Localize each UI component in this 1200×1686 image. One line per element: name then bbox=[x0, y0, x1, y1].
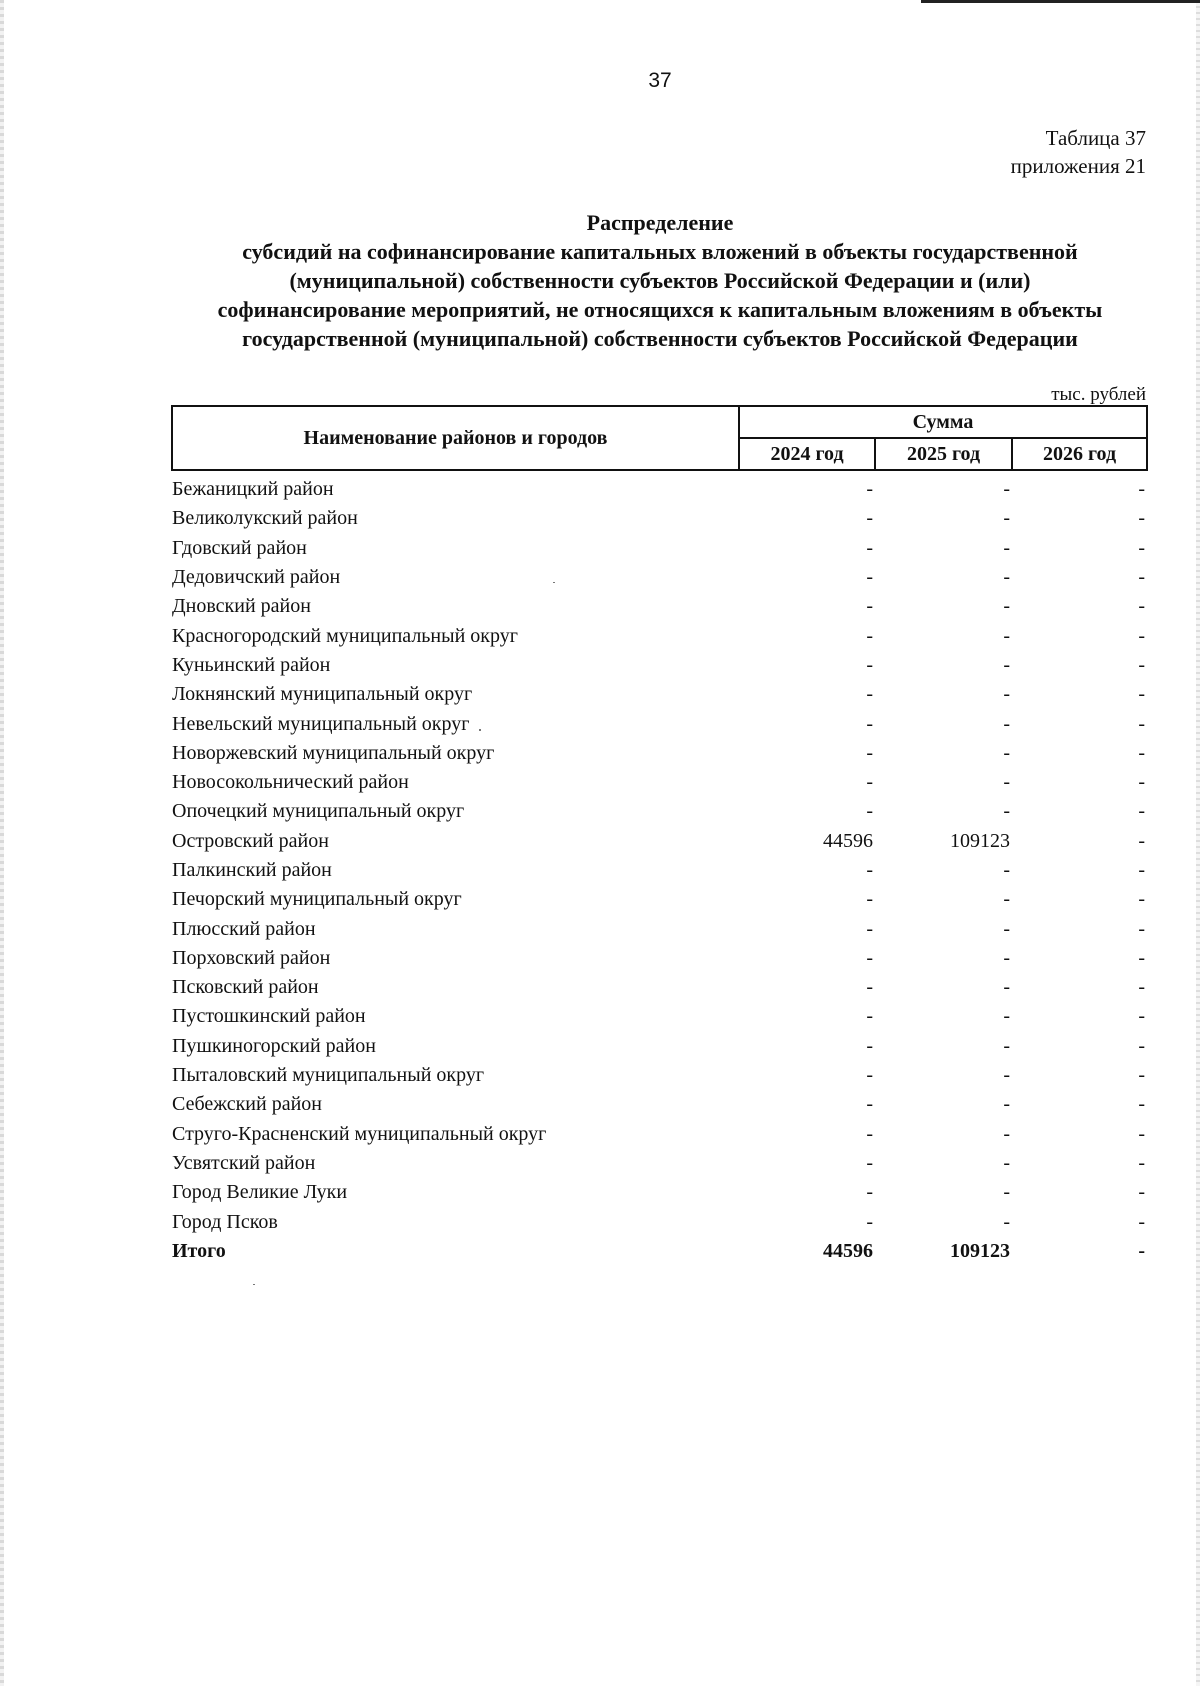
table-row bbox=[172, 621, 1147, 650]
value-2026: - bbox=[1138, 566, 1146, 589]
table-row bbox=[172, 1120, 1147, 1149]
value-2025: - bbox=[1003, 478, 1010, 501]
header-year-2024: 2024 год bbox=[739, 438, 875, 470]
value-2025: - bbox=[1003, 946, 1010, 969]
value-2024: - bbox=[866, 888, 873, 911]
value-2024: - bbox=[866, 478, 873, 501]
value-2026: - bbox=[1138, 683, 1146, 706]
value-2024: - bbox=[866, 771, 873, 794]
district-name: Новосокольнический район bbox=[172, 771, 409, 794]
value-2024: - bbox=[866, 1122, 873, 1145]
value-2026: - bbox=[1138, 712, 1146, 735]
value-2025: - bbox=[1003, 566, 1010, 589]
scan-edge-left bbox=[0, 0, 4, 1686]
title-line-5: государственной (муниципальной) собственности субъектов Российской Федерации bbox=[242, 326, 1078, 351]
value-2025: - bbox=[1003, 976, 1010, 999]
district-name: Куньинский район bbox=[172, 653, 331, 676]
district-name: Великолукский район bbox=[172, 507, 358, 530]
value-2024: - bbox=[866, 976, 873, 999]
value-2024: 44596 bbox=[823, 829, 873, 852]
district-name: Порховский район bbox=[172, 946, 331, 969]
value-2024: - bbox=[866, 712, 873, 735]
value-2025: - bbox=[1003, 1064, 1010, 1087]
value-2025: 109123 bbox=[950, 829, 1010, 852]
header-year-2025: 2025 год bbox=[875, 438, 1012, 470]
value-2026: - bbox=[1138, 1210, 1146, 1233]
value-2026: - bbox=[1138, 624, 1146, 647]
table-row bbox=[172, 563, 1147, 592]
table-row bbox=[172, 1002, 1147, 1031]
table-row bbox=[172, 475, 1147, 504]
document-title bbox=[165, 208, 1155, 353]
table-row bbox=[172, 1207, 1147, 1236]
value-2024: - bbox=[866, 1210, 873, 1233]
district-name: Локнянский муниципальный округ bbox=[172, 683, 473, 706]
scan-speck bbox=[479, 729, 481, 731]
table-row bbox=[172, 1090, 1147, 1119]
value-2026: - bbox=[1138, 917, 1146, 940]
value-2024: - bbox=[866, 1181, 873, 1204]
district-name: Печорский муниципальный округ bbox=[172, 888, 462, 911]
table-row bbox=[172, 534, 1147, 563]
district-name: Опочецкий муниципальный округ bbox=[172, 800, 465, 823]
value-2024: - bbox=[866, 624, 873, 647]
district-name: Себежский район bbox=[172, 1093, 322, 1116]
table-row bbox=[172, 768, 1147, 797]
district-name: Пушкиногорский район bbox=[172, 1034, 376, 1057]
table-row bbox=[172, 1061, 1147, 1090]
value-2025: - bbox=[1003, 1210, 1010, 1233]
value-2025: - bbox=[1003, 1005, 1010, 1028]
value-2024: - bbox=[866, 1005, 873, 1028]
value-2024: - bbox=[866, 507, 873, 530]
table-row bbox=[172, 797, 1147, 826]
header-name: Наименование районов и городов bbox=[172, 406, 739, 470]
district-name: Псковский район bbox=[172, 976, 319, 999]
value-2025: - bbox=[1003, 624, 1010, 647]
value-2025: - bbox=[1003, 683, 1010, 706]
value-2026: - bbox=[1138, 1005, 1146, 1028]
value-2026: - bbox=[1138, 1093, 1146, 1116]
table-row bbox=[172, 592, 1147, 621]
value-2026: - bbox=[1138, 1181, 1146, 1204]
total-row bbox=[172, 1237, 1147, 1266]
unit-label: тыс. рублей bbox=[1051, 384, 1146, 405]
table-reference-line-2: приложения 21 bbox=[1010, 154, 1146, 178]
value-2024: - bbox=[866, 1093, 873, 1116]
value-2024: - bbox=[866, 1064, 873, 1087]
table-reference bbox=[1011, 124, 1146, 180]
value-2026: - bbox=[1138, 478, 1146, 501]
table-reference-line-1: Таблица 37 bbox=[1045, 126, 1146, 150]
scan-speck bbox=[553, 582, 555, 583]
table-row bbox=[172, 827, 1147, 856]
value-2026: - bbox=[1138, 1122, 1146, 1145]
table-body bbox=[172, 470, 1147, 1237]
district-name: Плюсский район bbox=[172, 917, 316, 940]
value-2025: - bbox=[1003, 536, 1010, 559]
value-2026: - bbox=[1138, 976, 1146, 999]
value-2024: - bbox=[866, 741, 873, 764]
value-2024: - bbox=[866, 800, 873, 823]
distribution-table bbox=[171, 405, 1148, 1266]
value-2024: - bbox=[866, 859, 873, 881]
table-row bbox=[172, 651, 1147, 680]
value-2025: - bbox=[1003, 859, 1010, 881]
district-name: Усвятский район bbox=[172, 1151, 316, 1174]
value-2026: - bbox=[1138, 888, 1146, 911]
header-sum: Сумма bbox=[739, 406, 1147, 438]
title-line-4: софинансирование мероприятий, не относящихся к капитальным вложениям в объекты bbox=[217, 297, 1103, 322]
value-2026: - bbox=[1138, 1034, 1146, 1057]
value-2024: - bbox=[866, 595, 873, 618]
district-name: Новоржевский муниципальный округ bbox=[172, 741, 495, 764]
district-name: Невельский муниципальный округ bbox=[172, 712, 470, 735]
table-row bbox=[172, 739, 1147, 768]
table-row bbox=[172, 1149, 1147, 1178]
value-2026: - bbox=[1138, 741, 1146, 764]
district-name: Дновский район bbox=[172, 595, 311, 618]
value-2025: - bbox=[1003, 1181, 1010, 1204]
scan-speck bbox=[253, 1284, 255, 1285]
value-2025: - bbox=[1003, 800, 1010, 823]
value-2026: - bbox=[1138, 1064, 1146, 1087]
value-2024: - bbox=[866, 683, 873, 706]
value-2024: - bbox=[866, 1151, 873, 1174]
table-row bbox=[172, 856, 1147, 885]
value-2024: - bbox=[866, 536, 873, 559]
table-row bbox=[172, 1032, 1147, 1061]
value-2026: - bbox=[1138, 946, 1146, 969]
table-row bbox=[172, 944, 1147, 973]
table-row bbox=[172, 680, 1147, 709]
district-name: Палкинский район bbox=[172, 859, 332, 881]
page-number: 37 bbox=[648, 69, 672, 92]
district-name: Дедовичский район bbox=[172, 566, 341, 589]
district-name: Пустошкинский район bbox=[172, 1005, 366, 1028]
scan-top-line bbox=[921, 0, 1200, 3]
value-2026: - bbox=[1138, 829, 1146, 852]
district-name: Струго-Красненский муниципальный округ bbox=[172, 1122, 547, 1145]
value-2025: - bbox=[1003, 1093, 1010, 1116]
value-2025: - bbox=[1003, 507, 1010, 530]
value-2026: - bbox=[1138, 653, 1146, 676]
district-name: Город Псков bbox=[172, 1210, 278, 1233]
value-2025: - bbox=[1003, 653, 1010, 676]
value-2025: - bbox=[1003, 888, 1010, 911]
district-name: Город Великие Луки bbox=[172, 1181, 348, 1204]
total-2026: - bbox=[1138, 1239, 1146, 1262]
value-2025: - bbox=[1003, 712, 1010, 735]
value-2026: - bbox=[1138, 536, 1146, 559]
district-name: Красногородский муниципальный округ bbox=[172, 624, 518, 647]
header-year-2026: 2026 год bbox=[1012, 438, 1147, 470]
value-2024: - bbox=[866, 566, 873, 589]
table-row bbox=[172, 973, 1147, 1002]
title-line-2: субсидий на софинансирование капитальных вложений в объекты государственной bbox=[242, 239, 1078, 264]
value-2024: - bbox=[866, 946, 873, 969]
table-row bbox=[172, 885, 1147, 914]
value-2025: - bbox=[1003, 741, 1010, 764]
total-2025: 109123 bbox=[950, 1239, 1010, 1262]
value-2026: - bbox=[1138, 859, 1146, 881]
value-2026: - bbox=[1138, 800, 1146, 823]
table-row bbox=[172, 914, 1147, 943]
value-2024: - bbox=[866, 1034, 873, 1057]
table-row bbox=[172, 1178, 1147, 1207]
value-2025: - bbox=[1003, 917, 1010, 940]
value-2026: - bbox=[1138, 771, 1146, 794]
value-2025: - bbox=[1003, 595, 1010, 618]
total-label: Итого bbox=[172, 1239, 226, 1262]
value-2026: - bbox=[1138, 1151, 1146, 1174]
value-2024: - bbox=[866, 917, 873, 940]
value-2024: - bbox=[866, 653, 873, 676]
table-row bbox=[172, 709, 1147, 738]
title-line-3: (муниципальной) собственности субъектов Российской Федерации и (или) bbox=[289, 268, 1031, 293]
value-2026: - bbox=[1138, 595, 1146, 618]
table-row bbox=[172, 504, 1147, 533]
value-2025: - bbox=[1003, 1151, 1010, 1174]
value-2025: - bbox=[1003, 771, 1010, 794]
value-2025: - bbox=[1003, 1034, 1010, 1057]
value-2026: - bbox=[1138, 507, 1146, 530]
scan-edge-right bbox=[1196, 0, 1200, 1686]
district-name: Гдовский район bbox=[172, 536, 307, 559]
total-2024: 44596 bbox=[823, 1239, 873, 1262]
title-line-1: Распределение bbox=[586, 210, 734, 235]
district-name: Пыталовский муниципальный округ bbox=[172, 1064, 485, 1087]
district-name: Островский район bbox=[172, 829, 329, 852]
district-name: Бежаницкий район bbox=[172, 478, 334, 501]
value-2025: - bbox=[1003, 1122, 1010, 1145]
